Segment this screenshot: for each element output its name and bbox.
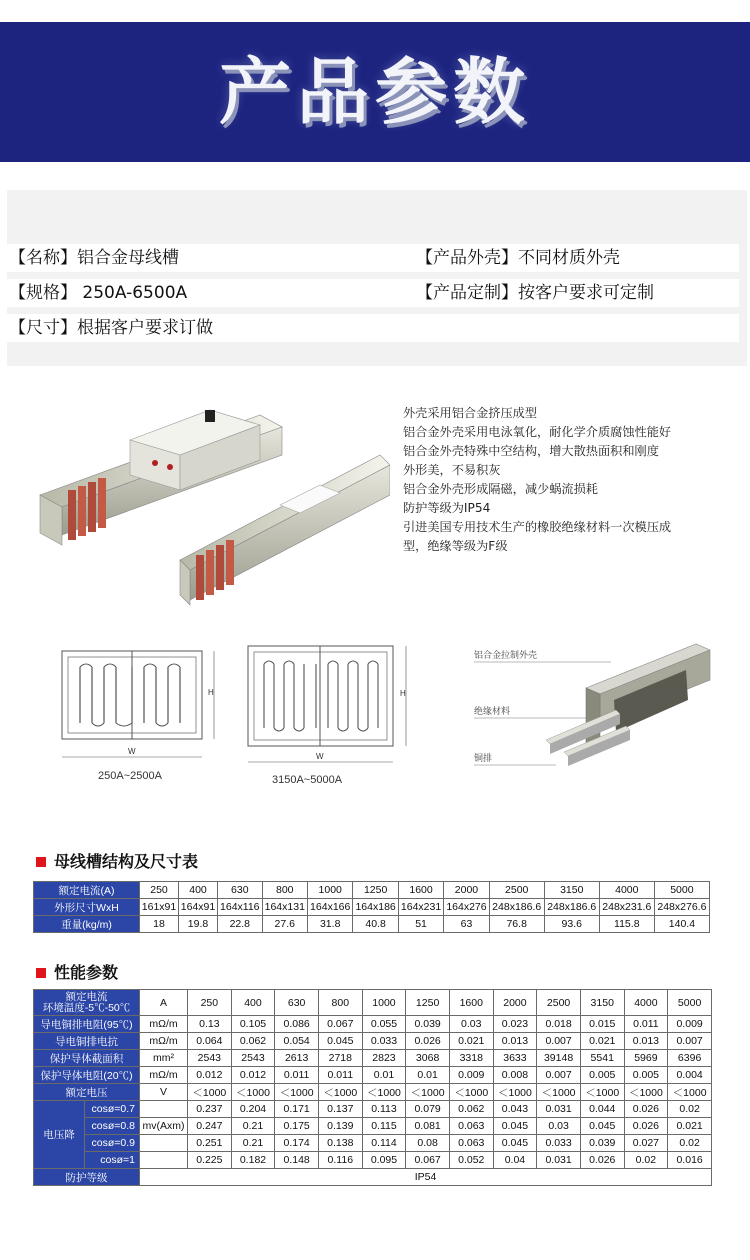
info-row-2 xyxy=(7,279,739,307)
feature-item: 防护等级为IP54 xyxy=(403,501,491,515)
table-row xyxy=(34,1152,712,1169)
feature-list xyxy=(403,404,723,556)
table-cell: 5000 xyxy=(654,882,709,899)
table-cell: 0.062 xyxy=(449,1101,493,1118)
table-cell: 0.02 xyxy=(624,1152,668,1169)
row-header: 保护导体电阻(20℃) xyxy=(34,1067,140,1084)
cross-section-large xyxy=(244,640,419,770)
table-cell: 22.8 xyxy=(218,916,263,933)
unit-cell: mΩ/m xyxy=(140,1067,188,1084)
cos-label: cosø=0.9 xyxy=(85,1135,140,1152)
table-row xyxy=(34,1033,712,1050)
table-cell: 2543 xyxy=(188,1050,232,1067)
table-cell: 4000 xyxy=(624,990,668,1016)
table-cell: 0.03 xyxy=(537,1118,581,1135)
table-cell: 0.237 xyxy=(188,1101,232,1118)
table-cell: 1250 xyxy=(353,882,398,899)
row-header: 保护导体截面积 xyxy=(34,1050,140,1067)
table-cell: 5000 xyxy=(668,990,712,1016)
info-shell: 【产品外壳】不同材质外壳 xyxy=(416,248,620,268)
table-cell: 2823 xyxy=(362,1050,406,1067)
table-cell: 76.8 xyxy=(489,916,544,933)
table-cell: 4000 xyxy=(599,882,654,899)
table-row xyxy=(34,1118,712,1135)
header-banner xyxy=(0,22,750,162)
product-photo xyxy=(30,395,390,615)
unit-cell xyxy=(140,1152,188,1169)
feature-item: 外形美，不易积灰 xyxy=(403,463,501,477)
dim-h-right: H xyxy=(400,689,406,698)
table-row xyxy=(34,1169,712,1186)
table-cell: 0.139 xyxy=(318,1118,362,1135)
table-cell: 0.138 xyxy=(318,1135,362,1152)
table-row xyxy=(34,1101,712,1118)
table-cell: 0.012 xyxy=(188,1067,232,1084)
table-cell: 2500 xyxy=(537,990,581,1016)
table-cell: 39148 xyxy=(537,1050,581,1067)
red-square-icon xyxy=(36,857,46,867)
table-cell: 161x91 xyxy=(140,899,179,916)
table-cell: 0.026 xyxy=(580,1152,624,1169)
table-cell: 0.027 xyxy=(624,1135,668,1152)
table-cell: ＜1000 xyxy=(624,1084,668,1101)
table-cell: 0.116 xyxy=(318,1152,362,1169)
table-cell: 6396 xyxy=(668,1050,712,1067)
table-cell: 0.011 xyxy=(318,1067,362,1084)
unit-cell xyxy=(140,1101,188,1118)
table-cell: 0.004 xyxy=(668,1067,712,1084)
table-cell: ＜1000 xyxy=(537,1084,581,1101)
table-cell: 140.4 xyxy=(654,916,709,933)
table-cell: 0.011 xyxy=(624,1016,668,1033)
table-cell: 0.02 xyxy=(668,1135,712,1152)
label-copper: 铜排 xyxy=(474,754,493,764)
table-cell: 2000 xyxy=(493,990,537,1016)
table-cell: 0.043 xyxy=(493,1101,537,1118)
table-cell: 2000 xyxy=(444,882,489,899)
unit-cell: V xyxy=(140,1084,188,1101)
protection-value: IP54 xyxy=(140,1169,712,1186)
table-cell: 164x276 xyxy=(444,899,489,916)
table-cell: 31.8 xyxy=(307,916,352,933)
table-cell: 0.054 xyxy=(275,1033,319,1050)
table-cell: 0.171 xyxy=(275,1101,319,1118)
feature-item: 铝合金外壳形成隔磁，减少蜗流损耗 xyxy=(403,482,598,496)
table-cell: 248x276.6 xyxy=(654,899,709,916)
info-custom: 【产品定制】按客户要求可定制 xyxy=(416,283,654,303)
table-cell: 0.055 xyxy=(362,1016,406,1033)
table-cell: 0.045 xyxy=(580,1118,624,1135)
table-row xyxy=(34,1067,712,1084)
table-cell: 0.01 xyxy=(362,1067,406,1084)
table-cell: 0.21 xyxy=(231,1118,275,1135)
page-title: 产品参数 xyxy=(218,50,531,134)
table-cell: 0.009 xyxy=(668,1016,712,1033)
row-header: 重量(kg/m) xyxy=(34,916,140,933)
feature-item: 外壳采用铝合金挤压成型 xyxy=(403,406,538,420)
table-cell: 800 xyxy=(318,990,362,1016)
table-cell: 250 xyxy=(188,990,232,1016)
table-cell: ＜1000 xyxy=(318,1084,362,1101)
feature-item: 铝合金外壳采用电泳氧化，耐化学介质腐蚀性能好 xyxy=(403,425,672,439)
table-cell: 0.105 xyxy=(231,1016,275,1033)
table-cell: 0.045 xyxy=(493,1118,537,1135)
table-cell: 630 xyxy=(275,990,319,1016)
head-label-current: 额定电流 xyxy=(65,990,108,1003)
table-cell: 0.007 xyxy=(668,1033,712,1050)
table-cell: 400 xyxy=(179,882,218,899)
table-cell: 0.018 xyxy=(537,1016,581,1033)
table-cell: 0.063 xyxy=(449,1135,493,1152)
table-cell: 0.015 xyxy=(580,1016,624,1033)
table-cell: ＜1000 xyxy=(493,1084,537,1101)
table-cell: 40.8 xyxy=(353,916,398,933)
unit-cell: mΩ/m xyxy=(140,1016,188,1033)
structure-table xyxy=(33,881,710,933)
table-cell: 0.086 xyxy=(275,1016,319,1033)
table-cell: 63 xyxy=(444,916,489,933)
table-cell: 0.045 xyxy=(493,1135,537,1152)
dim-h-left: H xyxy=(208,688,214,697)
cos-label: cosø=0.8 xyxy=(85,1118,140,1135)
table-cell: 51 xyxy=(398,916,443,933)
table-row xyxy=(34,882,710,899)
table-cell: 164x131 xyxy=(262,899,307,916)
table-cell: 0.225 xyxy=(188,1152,232,1169)
table-cell: ＜1000 xyxy=(188,1084,232,1101)
info-row-3 xyxy=(7,314,739,342)
table-cell: 2613 xyxy=(275,1050,319,1067)
performance-table xyxy=(33,989,712,1186)
table-cell: 0.021 xyxy=(668,1118,712,1135)
table-cell: 0.026 xyxy=(624,1101,668,1118)
label-insulation: 绝缘材料 xyxy=(474,707,511,717)
feature-item: 型，绝缘等级为F级 xyxy=(403,539,508,553)
table-cell: 0.064 xyxy=(188,1033,232,1050)
table-cell: 0.052 xyxy=(449,1152,493,1169)
table-cell: 0.182 xyxy=(231,1152,275,1169)
table-cell: 1250 xyxy=(406,990,450,1016)
table-cell: 0.067 xyxy=(318,1016,362,1033)
table-row xyxy=(34,1050,712,1067)
caption-small: 250A~2500A xyxy=(98,770,162,782)
unit-cell: mv(Axm) xyxy=(140,1118,188,1135)
cos-label: cosø=0.7 xyxy=(85,1101,140,1118)
table-cell: 0.21 xyxy=(231,1135,275,1152)
table-cell: 0.175 xyxy=(275,1118,319,1135)
table-cell: 0.03 xyxy=(449,1016,493,1033)
table-cell: 0.01 xyxy=(406,1067,450,1084)
table-cell: 0.026 xyxy=(406,1033,450,1050)
cos-label: cosø=1 xyxy=(85,1152,140,1169)
dim-w-right: W xyxy=(316,752,324,761)
table-cell: 400 xyxy=(231,990,275,1016)
table-row xyxy=(34,1135,712,1152)
table-cell: 0.113 xyxy=(362,1101,406,1118)
table-cell: ＜1000 xyxy=(362,1084,406,1101)
table-cell: 0.005 xyxy=(624,1067,668,1084)
table-cell: 3633 xyxy=(493,1050,537,1067)
info-row-1 xyxy=(7,244,739,272)
table-cell: 3318 xyxy=(449,1050,493,1067)
table-cell: 0.079 xyxy=(406,1101,450,1118)
table-cell: 800 xyxy=(262,882,307,899)
unit-cell: A xyxy=(140,990,188,1016)
table-row xyxy=(34,1016,712,1033)
table-cell: 0.174 xyxy=(275,1135,319,1152)
table-cell: 0.251 xyxy=(188,1135,232,1152)
table-cell: 2543 xyxy=(231,1050,275,1067)
unit-cell: mm² xyxy=(140,1050,188,1067)
info-size: 【尺寸】根据客户要求订做 xyxy=(9,318,213,338)
table-cell: 0.08 xyxy=(406,1135,450,1152)
info-panel xyxy=(7,190,747,366)
row-header: 导电铜排电抗 xyxy=(34,1033,140,1050)
drop-label: 电压降 xyxy=(34,1101,85,1169)
table-cell: 0.026 xyxy=(624,1118,668,1135)
feature-item: 引进美国专用技术生产的橡胶绝缘材料一次模压成 xyxy=(403,520,672,534)
table-cell: 0.021 xyxy=(580,1033,624,1050)
table-cell: 248x186.6 xyxy=(544,899,599,916)
table-cell: 1600 xyxy=(398,882,443,899)
table-cell: 0.033 xyxy=(537,1135,581,1152)
table-cell: 164x91 xyxy=(179,899,218,916)
structure-heading xyxy=(36,852,198,872)
table-cell: 164x231 xyxy=(398,899,443,916)
table-cell: 0.039 xyxy=(406,1016,450,1033)
table-cell: 248x186.6 xyxy=(489,899,544,916)
table-cell: 164x166 xyxy=(307,899,352,916)
table-cell: 0.115 xyxy=(362,1118,406,1135)
unit-cell: mΩ/m xyxy=(140,1033,188,1050)
table-cell: ＜1000 xyxy=(231,1084,275,1101)
table-cell: 0.081 xyxy=(406,1118,450,1135)
head-label-temp: 环境温度-5℃-50℃ xyxy=(42,1001,131,1014)
table-cell: 3150 xyxy=(580,990,624,1016)
table-cell: ＜1000 xyxy=(668,1084,712,1101)
table-cell: 0.063 xyxy=(449,1118,493,1135)
table-cell: ＜1000 xyxy=(449,1084,493,1101)
table-cell: 0.009 xyxy=(449,1067,493,1084)
table-cell: 0.148 xyxy=(275,1152,319,1169)
table-cell: ＜1000 xyxy=(580,1084,624,1101)
row-header xyxy=(34,990,140,1016)
table-cell: 5969 xyxy=(624,1050,668,1067)
table-cell: 5541 xyxy=(580,1050,624,1067)
table-row xyxy=(34,916,710,933)
red-square-icon xyxy=(36,968,46,978)
table-cell: 19.8 xyxy=(179,916,218,933)
table-cell: 0.062 xyxy=(231,1033,275,1050)
table-cell: 164x116 xyxy=(218,899,263,916)
cross-section-small xyxy=(58,645,228,765)
dim-w-left: W xyxy=(128,747,136,756)
table-cell: 0.13 xyxy=(188,1016,232,1033)
table-cell: 0.031 xyxy=(537,1101,581,1118)
table-row xyxy=(34,990,712,1016)
table-cell: 18 xyxy=(140,916,179,933)
row-header: 导电铜排电阻(95℃) xyxy=(34,1016,140,1033)
row-header: 额定电流(A) xyxy=(34,882,140,899)
performance-heading xyxy=(36,963,118,983)
table-cell: 0.031 xyxy=(537,1152,581,1169)
table-cell: 0.016 xyxy=(668,1152,712,1169)
table-cell: 0.021 xyxy=(449,1033,493,1050)
table-cell: 0.204 xyxy=(231,1101,275,1118)
table-cell: 2718 xyxy=(318,1050,362,1067)
table-cell: 0.04 xyxy=(493,1152,537,1169)
table-cell: ＜1000 xyxy=(406,1084,450,1101)
table-cell: 115.8 xyxy=(599,916,654,933)
table-cell: 1000 xyxy=(307,882,352,899)
row-header: 外形尺寸WxH xyxy=(34,899,140,916)
table-cell: 0.033 xyxy=(362,1033,406,1050)
table-cell: ＜1000 xyxy=(275,1084,319,1101)
table-cell: 0.013 xyxy=(624,1033,668,1050)
info-name: 【名称】铝合金母线槽 xyxy=(9,248,179,268)
performance-title: 性能参数 xyxy=(54,963,119,982)
table-cell: 3068 xyxy=(406,1050,450,1067)
table-cell: 0.005 xyxy=(580,1067,624,1084)
info-spec: 【规格】 250A-6500A xyxy=(9,283,188,303)
table-row xyxy=(34,1084,712,1101)
table-cell: 0.007 xyxy=(537,1033,581,1050)
section-exploded xyxy=(466,640,716,780)
table-cell: 0.039 xyxy=(580,1135,624,1152)
table-cell: 27.6 xyxy=(262,916,307,933)
table-cell: 0.012 xyxy=(231,1067,275,1084)
table-cell: 630 xyxy=(218,882,263,899)
table-cell: 0.013 xyxy=(493,1033,537,1050)
table-cell: 1600 xyxy=(449,990,493,1016)
table-cell: 0.247 xyxy=(188,1118,232,1135)
table-cell: 0.011 xyxy=(275,1067,319,1084)
label-shell: 铝合金拉制外壳 xyxy=(474,651,538,661)
table-cell: 164x186 xyxy=(353,899,398,916)
table-cell: 2500 xyxy=(489,882,544,899)
table-cell: 3150 xyxy=(544,882,599,899)
table-cell: 0.045 xyxy=(318,1033,362,1050)
feature-item: 铝合金外壳特殊中空结构，增大散热面积和刚度 xyxy=(403,444,659,458)
table-cell: 0.067 xyxy=(406,1152,450,1169)
table-cell: 0.114 xyxy=(362,1135,406,1152)
table-cell: 0.02 xyxy=(668,1101,712,1118)
table-cell: 0.095 xyxy=(362,1152,406,1169)
structure-title: 母线槽结构及尺寸表 xyxy=(54,852,199,871)
table-row xyxy=(34,899,710,916)
table-cell: 0.007 xyxy=(537,1067,581,1084)
table-cell: 250 xyxy=(140,882,179,899)
row-header: 额定电压 xyxy=(34,1084,140,1101)
row-header: 防护等级 xyxy=(34,1169,140,1186)
table-cell: 1000 xyxy=(362,990,406,1016)
table-cell: 0.044 xyxy=(580,1101,624,1118)
table-cell: 248x231.6 xyxy=(599,899,654,916)
table-cell: 93.6 xyxy=(544,916,599,933)
table-cell: 0.023 xyxy=(493,1016,537,1033)
table-cell: 0.137 xyxy=(318,1101,362,1118)
unit-cell xyxy=(140,1135,188,1152)
table-cell: 0.008 xyxy=(493,1067,537,1084)
caption-large: 3150A~5000A xyxy=(272,774,343,786)
